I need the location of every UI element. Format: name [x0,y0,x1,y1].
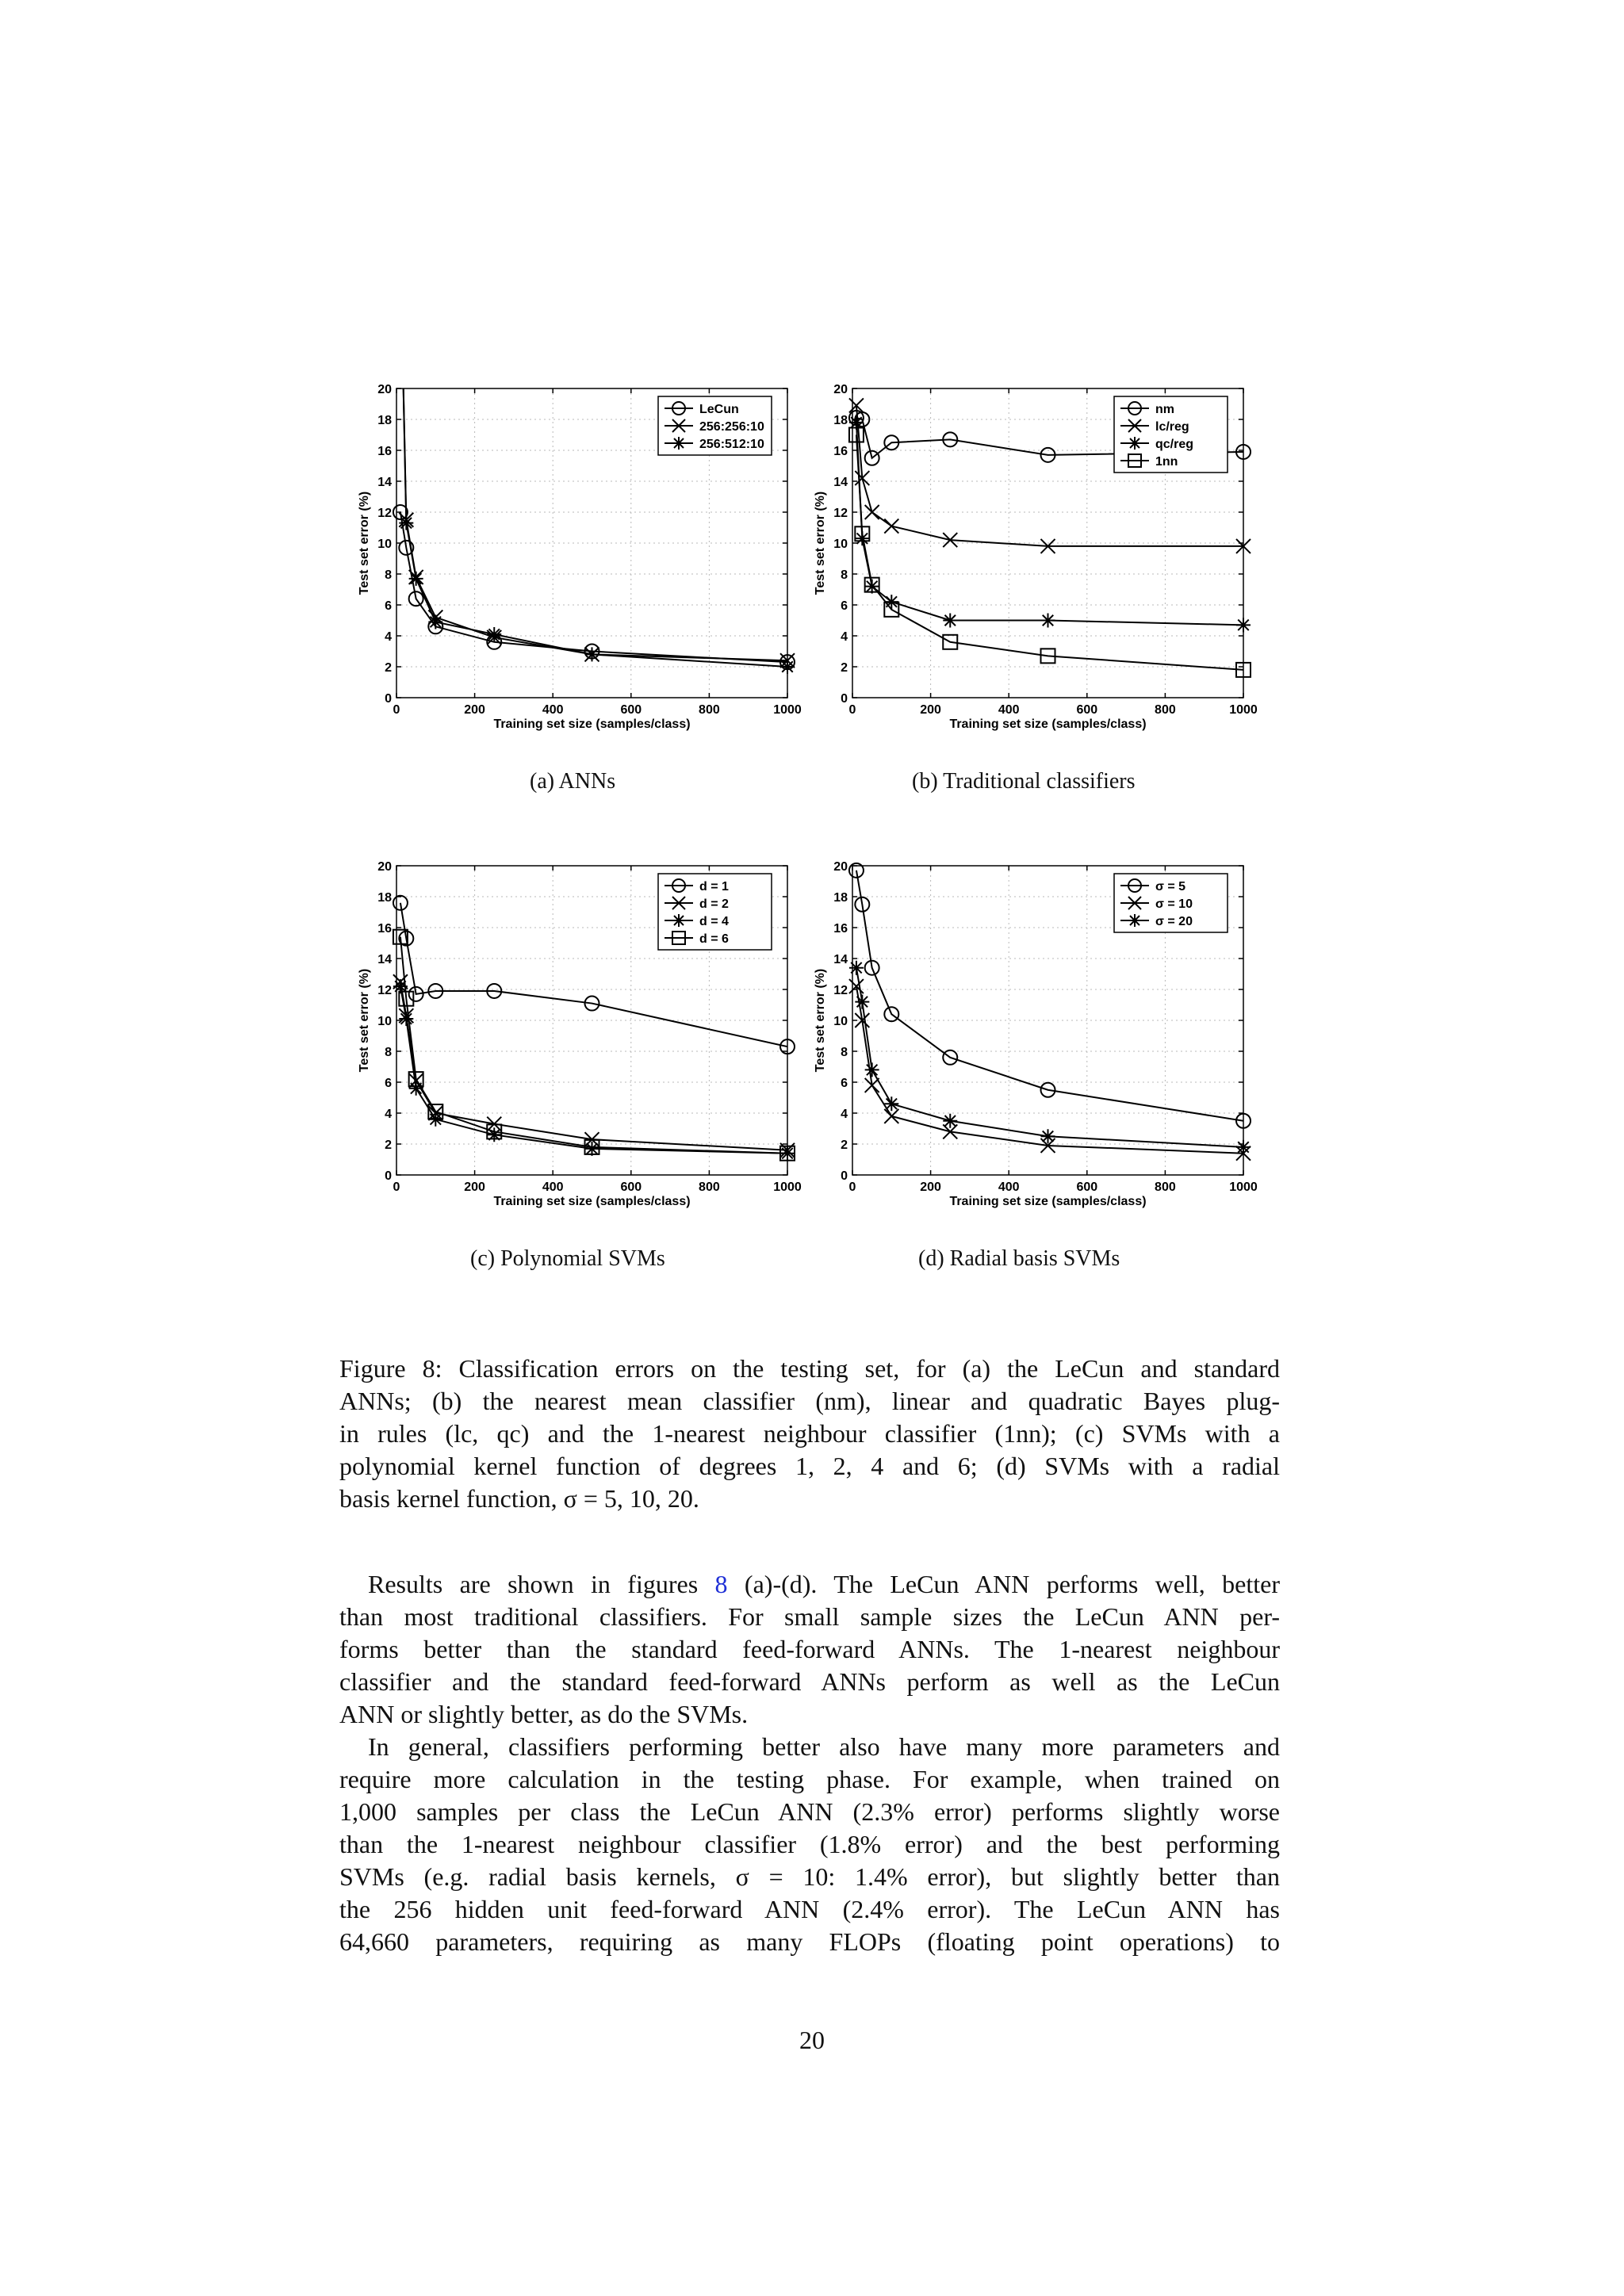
x-tick-label: 400 [542,1181,564,1194]
data-point-256-512-10 [585,647,599,661]
paragraph-line: forms better than the standard feed-forward ANNs. The 1-nearest neighbour [339,1635,1280,1663]
data-point-20 [1041,1129,1055,1143]
x-tick-label: 400 [998,1181,1020,1194]
y-tick-label: 4 [385,630,392,644]
y-tick-label: 12 [833,984,848,997]
data-point-256-512-10 [409,572,423,586]
x-tick-label: 200 [464,1181,485,1194]
legend-marker-d-4 [672,914,685,927]
figure-reference-link[interactable]: 8 [714,1570,728,1598]
data-point-256-512-10 [487,627,501,641]
y-tick-label: 16 [833,445,848,458]
legend-label-nm: nm [1155,403,1174,416]
caption-line: in rules (lc, qc) and the 1-nearest neighbour classifier (1nn); (c) SVMs with a [339,1419,1280,1448]
y-tick-label: 16 [377,922,392,936]
legend-marker-qc-reg [1128,437,1141,450]
y-tick-label: 12 [377,984,392,997]
chart-c-polynomial-svms [349,850,817,1223]
y-tick-label: 6 [841,599,848,613]
subcaption-b: (b) Traditional classifiers [912,769,1136,794]
y-tick-label: 20 [833,383,848,396]
x-tick-label: 800 [699,1181,720,1194]
body-paragraph-1 [339,1568,1280,1731]
y-tick-label: 10 [377,1015,392,1028]
y-tick-label: 4 [841,630,848,644]
x-tick-label: 800 [1155,703,1176,717]
y-tick-label: 8 [385,1046,392,1059]
x-tick-label: 200 [920,703,941,717]
y-tick-label: 0 [385,1169,392,1183]
x-tick-label: 0 [848,1181,856,1194]
y-tick-label: 12 [833,507,848,520]
x-tick-label: 800 [699,703,720,717]
subcaption-c: (c) Polynomial SVMs [470,1246,665,1271]
paragraph-line: In general, classifiers performing better also have many more parameters and [368,1732,1280,1761]
caption-line: polynomial kernel function of degrees 1, 2, 4 and 6; (d) SVMs with a radial [339,1452,1280,1480]
y-tick-label: 2 [385,661,392,675]
data-point-qc-reg [855,531,869,545]
y-tick-label: 18 [833,414,848,427]
data-point-d-4 [780,1146,795,1161]
legend-label-d-1: d = 1 [699,880,729,894]
y-tick-label: 10 [833,538,848,551]
chart-d-radial-basis-svms [805,850,1273,1223]
caption-line: basis kernel function, σ = 5, 10, 20. [339,1484,699,1513]
y-tick-label: 20 [377,383,392,396]
y-tick-label: 14 [377,953,392,966]
x-tick-label: 200 [464,703,485,717]
y-axis-label: Test set error (%) [358,491,371,595]
legend-label-256-512-10: 256:512:10 [699,438,764,451]
y-tick-label: 18 [377,414,392,427]
x-axis-label: Training set size (samples/class) [949,1195,1147,1208]
x-tick-label: 1000 [773,1181,802,1194]
paragraph-line [339,1568,1280,1601]
y-axis-label: Test set error (%) [358,968,371,1073]
paragraph-line: classifier and the standard feed-forward ANNs perform as well as the LeCun [339,1667,1280,1696]
y-tick-label: 10 [377,538,392,551]
data-point-d-4 [399,1012,413,1026]
data-point-20 [865,1062,879,1077]
y-tick-label: 6 [385,599,392,613]
y-tick-label: 0 [385,692,392,706]
legend-label-256-256-10: 256:256:10 [699,420,764,434]
paragraph-line: 1,000 samples per class the LeCun ANN (2.3% error) performs slightly worse [339,1797,1280,1826]
data-point-20 [849,961,864,975]
data-point-d-4 [487,1127,501,1142]
x-axis-label: Training set size (samples/class) [493,1195,691,1208]
y-tick-label: 8 [841,568,848,582]
y-tick-label: 14 [833,476,848,489]
y-tick-label: 16 [377,445,392,458]
legend [1114,874,1228,932]
x-tick-label: 1000 [773,703,802,717]
legend-label-d-4: d = 4 [699,915,729,928]
x-tick-label: 600 [1076,1181,1098,1194]
data-point-20 [943,1114,957,1128]
y-tick-label: 0 [841,1169,848,1183]
chart-svg [349,850,817,1223]
chart-b-traditional-classifiers [805,373,1273,745]
legend-label-20: σ = 20 [1155,915,1193,928]
y-tick-label: 20 [833,860,848,874]
x-tick-label: 1000 [1229,703,1258,717]
x-tick-label: 600 [620,703,642,717]
paragraph-line: than most traditional classifiers. For small sample sizes the LeCun ANN per- [339,1602,1280,1631]
legend-label-d-2: d = 2 [699,897,729,911]
x-tick-label: 0 [393,1181,400,1194]
subcaption-d: (d) Radial basis SVMs [918,1246,1120,1271]
paragraph-line: ANN or slightly better, as do the SVMs. [339,1700,749,1728]
data-point-20 [855,995,869,1009]
subcaption-a: (a) ANNs [530,769,616,794]
paragraph-line: 64,660 parameters, requiring as many FLOPs (floating point operations) to [339,1927,1280,1956]
y-tick-label: 20 [377,860,392,874]
y-tick-label: 4 [385,1108,392,1121]
paragraph-line: require more calculation in the testing phase. For example, when trained on [339,1765,1280,1793]
x-tick-label: 0 [848,703,856,717]
data-point-20 [1236,1140,1251,1154]
legend [1114,396,1228,473]
figure-caption [339,1353,1280,1515]
legend-label-d-6: d = 6 [699,932,729,946]
x-tick-label: 400 [542,703,564,717]
legend-marker-20 [1128,914,1141,927]
legend-label-qc-reg: qc/reg [1155,438,1194,451]
legend-label-5: σ = 5 [1155,880,1186,894]
legend-label-lecun: LeCun [699,403,739,416]
x-axis-label: Training set size (samples/class) [493,718,691,731]
data-point-d-4 [409,1081,423,1096]
y-tick-label: 2 [385,1138,392,1152]
y-tick-label: 2 [841,1138,848,1152]
paragraph-line: than the 1-nearest neighbour classifier (1.8% error) and the best performing [339,1830,1280,1858]
legend [658,874,772,950]
x-tick-label: 0 [393,703,400,717]
data-point-256-512-10 [428,614,442,629]
y-tick-label: 6 [385,1077,392,1090]
x-tick-label: 600 [1076,703,1098,717]
y-tick-label: 14 [377,476,392,489]
x-axis-label: Training set size (samples/class) [949,718,1147,731]
y-tick-label: 18 [833,891,848,905]
chart-svg [349,373,817,745]
x-tick-label: 400 [998,703,1020,717]
legend-label-1nn: 1nn [1155,455,1178,469]
y-tick-label: 2 [841,661,848,675]
legend-label-10: σ = 10 [1155,897,1193,911]
data-point-qc-reg [1236,618,1251,632]
y-tick-label: 4 [841,1108,848,1121]
x-tick-label: 800 [1155,1181,1176,1194]
y-axis-label: Test set error (%) [814,968,827,1073]
legend [658,396,772,455]
x-tick-label: 600 [620,1181,642,1194]
chart-a-anns [349,373,817,745]
caption-line: Figure 8: Classification errors on the testing set, for (a) the LeCun and standard [339,1354,1280,1383]
paragraph-line: SVMs (e.g. radial basis kernels, σ = 10: 1.4% error), but slightly better than [339,1862,1280,1891]
chart-svg [805,373,1273,745]
y-tick-label: 18 [377,891,392,905]
chart-svg [805,850,1273,1223]
paragraph-text: (a)-(d). The LeCun ANN performs well, better [727,1570,1281,1598]
x-tick-label: 200 [920,1181,941,1194]
y-tick-label: 14 [833,953,848,966]
page-number: 20 [799,2026,825,2054]
y-tick-label: 12 [377,507,392,520]
data-point-20 [884,1096,898,1111]
caption-line: ANNs; (b) the nearest mean classifier (nm), linear and quadratic Bayes plug- [339,1387,1280,1415]
data-point-qc-reg [943,614,957,628]
y-tick-label: 0 [841,692,848,706]
legend-marker-256-512-10 [672,437,685,450]
legend-label-lc-reg: lc/reg [1155,420,1189,434]
data-point-256-512-10 [399,516,413,530]
y-axis-label: Test set error (%) [814,491,827,595]
paragraph-text: Results are shown in figures [368,1570,715,1598]
y-tick-label: 10 [833,1015,848,1028]
y-tick-label: 16 [833,922,848,936]
data-point-256-512-10 [780,660,795,674]
body-paragraph-2 [339,1731,1280,1958]
y-tick-label: 8 [385,568,392,582]
data-point-qc-reg [1041,614,1055,628]
y-tick-label: 6 [841,1077,848,1090]
y-tick-label: 8 [841,1046,848,1059]
paragraph-line: the 256 hidden unit feed-forward ANN (2.4% error). The LeCun ANN has [339,1895,1280,1923]
x-tick-label: 1000 [1229,1181,1258,1194]
